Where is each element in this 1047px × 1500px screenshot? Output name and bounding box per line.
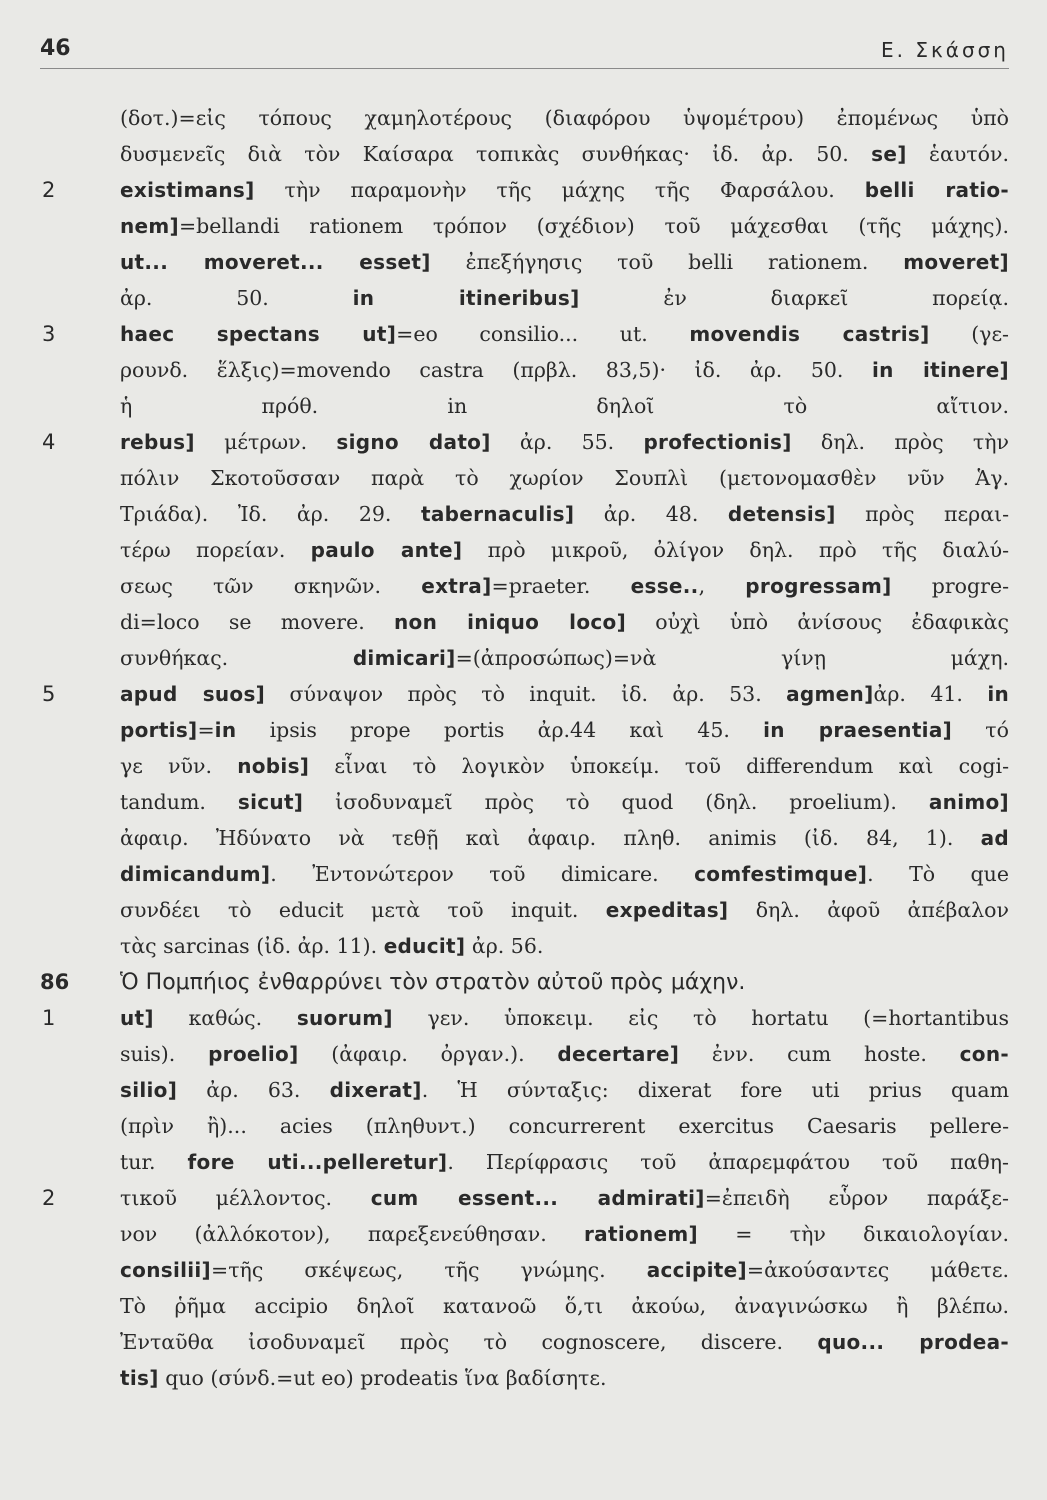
lemma: in praesentia] [763, 718, 953, 742]
section-number: 4 [42, 430, 56, 454]
section-number: 1 [42, 1006, 56, 1030]
gloss-text: νον (ἀλλόκοτον), παρεξενεύθησαν. [120, 1222, 584, 1246]
gloss-text: Τριάδα). Ἰδ. ἀρ. 29. [120, 502, 421, 526]
lemma: portis] [120, 718, 198, 742]
lemma: rebus] [120, 430, 195, 454]
gloss-text: τὰς sarcinas (ἰδ. ἀρ. 11). [120, 934, 384, 958]
page-header [40, 28, 1009, 69]
gloss-text: = [197, 718, 215, 742]
text-line [40, 784, 1009, 820]
gloss-text: ἡ πρόθ. in δηλοῖ τὸ αἴτιον. [120, 394, 1009, 418]
gloss-text: , [698, 574, 746, 598]
lemma: sicut] [237, 790, 304, 814]
gloss-text: ἀφαιρ. Ἠδύνατο νὰ τεθῇ καὶ ἀφαιρ. πληθ. animis (ἰδ. 84, 1). [120, 826, 981, 850]
gloss-text: Ὁ Πομπήιος ἐνθαρρύνει τὸν στρατὸν αὐτοῦ πρὸς μάχην. [120, 970, 746, 995]
lemma: suorum] [296, 1006, 393, 1030]
lemma: expeditas] [605, 898, 729, 922]
gloss-text: καθώς. [153, 1006, 297, 1030]
gloss-text: progre- [891, 574, 1009, 598]
gloss-text: σεως τῶν σκηνῶν. [120, 574, 422, 598]
lemma: moveret] [903, 250, 1009, 274]
gloss-text: tandum. [120, 790, 238, 814]
gloss-text: = τὴν δικαιολογίαν. [698, 1222, 1009, 1246]
text-line [40, 892, 1009, 928]
lemma: dimicari] [352, 646, 456, 670]
gloss-text: . Περίφρασις τοῦ ἀπαρεμφάτου τοῦ παθη- [447, 1150, 1009, 1174]
gloss-text: οὐχὶ ὑπὸ ἀνίσους ἐδαφικὰς [626, 610, 1009, 634]
text-line [40, 316, 1009, 352]
lemma: nem] [120, 214, 179, 238]
text-line [40, 460, 1009, 496]
text-line [40, 604, 1009, 640]
text-line [40, 352, 1009, 388]
lemma: nobis] [237, 754, 310, 778]
gloss-text: πρὸ μικροῦ, ὀλίγον δηλ. πρὸ τῆς διαλύ- [462, 538, 1009, 562]
text-line [40, 640, 1009, 676]
gloss-text: τέρω πορείαν. [120, 538, 311, 562]
gloss-text: εἶναι τὸ λογικὸν ὑποκείμ. τοῦ differendum καὶ cogi- [309, 754, 1010, 778]
lemma: fore uti...pelleretur] [187, 1150, 448, 1174]
text-line [40, 820, 1009, 856]
gloss-text: δηλ. ἀφοῦ ἀπέβαλον [728, 898, 1009, 922]
text-line [40, 1216, 1009, 1252]
lemma: detensis] [727, 502, 836, 526]
text-line [40, 1000, 1009, 1036]
gloss-text: (δοτ.)=εἰς τόπους χαμηλοτέρους (διαφόρου ὑψομέτρου) ἐπομένως ὑπὸ [120, 106, 1009, 130]
lemma: educit] [383, 934, 466, 958]
lemma: accipite] [646, 1258, 747, 1282]
gloss-text: ἀρ. 55. [490, 430, 644, 454]
text-line [40, 676, 1009, 712]
text-line [40, 532, 1009, 568]
text-line [40, 1360, 1009, 1396]
chapter-number: 86 [40, 970, 70, 994]
gloss-text: =ἀκούσαντες μάθετε. [746, 1258, 1009, 1282]
gloss-text: ἑαυτόν. [906, 142, 1009, 166]
text-line [40, 388, 1009, 424]
gloss-text: ἐπεξήγησις τοῦ belli rationem. [430, 250, 904, 274]
text-line [40, 1108, 1009, 1144]
lemma: decertare] [557, 1042, 680, 1066]
lemma: se] [871, 142, 907, 166]
text-line [40, 1144, 1009, 1180]
text-line [40, 748, 1009, 784]
lemma: extra] [421, 574, 492, 598]
gloss-text: ἀρ. 41. [873, 682, 988, 706]
lemma: comfestimque] [694, 862, 868, 886]
gloss-text: =praeter. [491, 574, 631, 598]
gloss-text: πρὸς περαι- [835, 502, 1009, 526]
commentary-text [40, 100, 1009, 1396]
gloss-text: δυσμενεῖς διὰ τὸν Καίσαρα τοπικὰς συνθήκας· ἰδ. ἀρ. 50. [120, 142, 872, 166]
text-line [40, 1288, 1009, 1324]
gloss-text: di=loco se movere. [120, 610, 394, 634]
gloss-text: =(ἀπροσώπως)=νὰ γίνῃ μάχη. [455, 646, 1009, 670]
gloss-text: ἀρ. 50. [120, 286, 353, 310]
lemma: proelio] [208, 1042, 299, 1066]
gloss-text: ἐνν. cum hoste. [679, 1042, 960, 1066]
lemma: silio] [120, 1078, 178, 1102]
lemma: in itineribus] [352, 286, 580, 310]
gloss-text: =eo consilio... ut. [396, 322, 690, 346]
lemma: cum essent... admirati] [370, 1186, 705, 1210]
text-line [40, 928, 1009, 964]
page-number: 46 [40, 36, 71, 61]
gloss-text: Ἐνταῦθα ἰσοδυναμεῖ πρὸς τὸ cognoscere, discere. [120, 1330, 818, 1354]
lemma: progressam] [745, 574, 892, 598]
lemma: movendis castris] [689, 322, 930, 346]
text-line [40, 1180, 1009, 1216]
gloss-text: . Ἐντονώτερον τοῦ dimicare. [270, 862, 695, 886]
lemma: belli ratio- [864, 178, 1010, 202]
lemma: tis] [120, 1366, 159, 1390]
lemma: quo... prodea- [817, 1330, 1009, 1354]
gloss-text: (ἀφαιρ. ὀργαν.). [298, 1042, 558, 1066]
gloss-text: . Τὸ que [867, 862, 1009, 886]
lemma: esse.. [630, 574, 699, 598]
text-line [40, 208, 1009, 244]
lemma: in [987, 682, 1010, 706]
gloss-text: =τῆς σκέψεως, τῆς γνώμης. [211, 1258, 647, 1282]
lemma: animo] [928, 790, 1009, 814]
lemma: rationem] [584, 1222, 698, 1246]
gloss-text: συνθήκας. [120, 646, 353, 670]
gloss-text: suis). [120, 1042, 209, 1066]
gloss-text: tur. [120, 1150, 188, 1174]
lemma: profectionis] [643, 430, 792, 454]
text-line [40, 424, 1009, 460]
gloss-text: συνδέει τὸ educit μετὰ τοῦ inquit. [120, 898, 606, 922]
gloss-text: (πρὶν ἢ)... acies (πληθυντ.) concurrerent exercitus Caesaris pellere- [120, 1114, 1009, 1138]
gloss-text: τό [952, 718, 1009, 742]
text-line [40, 136, 1009, 172]
lemma: con- [959, 1042, 1009, 1066]
text-line [40, 1036, 1009, 1072]
text-line [40, 1252, 1009, 1288]
gloss-text: σύναψον πρὸς τὸ inquit. ἰδ. ἀρ. 53. [265, 682, 787, 706]
gloss-text: . Ἡ σύνταξις: dixerat fore uti prius quam [421, 1078, 1010, 1102]
lemma: dimicandum] [120, 862, 271, 886]
text-line [40, 496, 1009, 532]
lemma: agmen] [786, 682, 874, 706]
text-line [40, 100, 1009, 136]
lemma: in itinere] [871, 358, 1009, 382]
gloss-text: Τὸ ῥῆμα accipio δηλοῖ κατανοῶ ὅ,τι ἀκούω, ἀναγινώσκω ἢ βλέπω. [120, 1294, 1009, 1318]
section-number: 2 [42, 178, 56, 202]
gloss-text: =bellandi rationem τρόπον (σχέδιον) τοῦ μάχεσθαι (τῆς μάχης). [178, 214, 1009, 238]
lemma: tabernaculis] [420, 502, 575, 526]
gloss-text: quo (σύνδ.=ut eo) prodeatis ἵνα βαδίσητε. [158, 1366, 607, 1390]
text-line [40, 1072, 1009, 1108]
text-line [40, 712, 1009, 748]
section-number: 2 [42, 1186, 56, 1210]
gloss-text: γε νῦν. [120, 754, 238, 778]
section-number: 5 [42, 682, 56, 706]
lemma: ut... moveret... esset] [120, 250, 431, 274]
gloss-text: δηλ. πρὸς τὴν [791, 430, 1009, 454]
text-line [40, 172, 1009, 208]
gloss-text: γεν. ὑποκειμ. εἰς τὸ hortatu (=hortantibus [392, 1006, 1009, 1030]
text-line [40, 568, 1009, 604]
lemma: ut] [120, 1006, 154, 1030]
lemma: consilii] [120, 1258, 212, 1282]
lemma: non iniquo loco] [393, 610, 627, 634]
lemma: dixerat] [329, 1078, 422, 1102]
lemma: signo dato] [336, 430, 491, 454]
gloss-text: τικοῦ μέλλοντος. [120, 1186, 371, 1210]
gloss-text: μέτρων. [194, 430, 337, 454]
lemma: haec spectans ut] [120, 322, 397, 346]
gloss-text: τὴν παραμονὴν τῆς μάχης τῆς Φαρσάλου. [254, 178, 865, 202]
lemma: existimans] [120, 178, 255, 202]
gloss-text: ipsis prope portis ἀρ.44 καὶ 45. [236, 718, 764, 742]
lemma: paulo ante] [310, 538, 463, 562]
lemma: ad [980, 826, 1009, 850]
text-line [40, 1324, 1009, 1360]
text-line [40, 856, 1009, 892]
text-line [40, 280, 1009, 316]
gloss-text: ἰσοδυναμεῖ πρὸς τὸ quod (δηλ. proelium). [303, 790, 929, 814]
chapter-heading [40, 964, 1009, 1000]
running-title: Ε. Σκάσση [881, 38, 1009, 62]
gloss-text: (γε- [929, 322, 1009, 346]
gloss-text: ἀρ. 63. [177, 1078, 330, 1102]
text-line [40, 244, 1009, 280]
section-number: 3 [42, 322, 56, 346]
gloss-text: πόλιν Σκοτοῦσσαν παρὰ τὸ χωρίον Σουπλὶ (μετονομασθὲν νῦν Ἁγ. [120, 466, 1009, 490]
lemma: apud suos] [120, 682, 266, 706]
gloss-text: ἐν διαρκεῖ πορείᾳ. [579, 286, 1009, 310]
gloss-text: ἀρ. 48. [574, 502, 728, 526]
gloss-text: =ἐπειδὴ εὗρον παράξε- [704, 1186, 1009, 1210]
gloss-text: ἀρ. 56. [465, 934, 544, 958]
gloss-text: ρουνδ. ἕλξις)=movendo castra (πρβλ. 83,5)· ἰδ. ἀρ. 50. [120, 358, 872, 382]
lemma: in [214, 718, 237, 742]
